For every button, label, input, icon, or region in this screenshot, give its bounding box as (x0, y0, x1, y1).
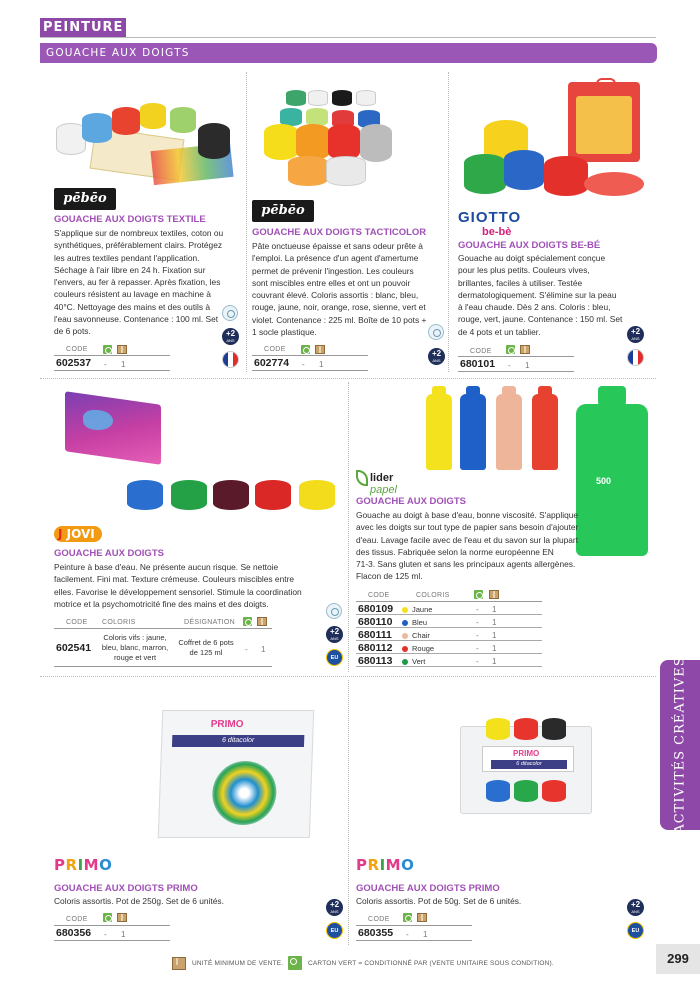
brand-logo-giotto: GIOTTO be-bè (458, 209, 522, 238)
age-badge: +2 ANS (326, 626, 343, 643)
row-divider (40, 676, 656, 677)
footer-carton-legend: CARTON VERT = CONDITIONNÉ PAR (VENTE UNITAIRE SOUS CONDITION). (308, 960, 554, 967)
france-flag-icon (627, 349, 644, 366)
product-code: 680355 (358, 927, 394, 939)
table-row: 680110 Bleu - 1 (356, 615, 542, 628)
product-description: Pâte onctueuse épaisse et sans odeur prête à l'emploi. La présence d'un agent d'amertume permet de prévenir l'ingestion. Les couleurs sont miscibles entre elles et ont un pouvoir couvrant élevé. Coloris assortis : blanc, bleu, rouge, jaune, noir, orange, rose, sienne, vert et violet. Contenance : 225 ml. Boîte de 10 pots + 1 socle plastique. (252, 241, 427, 338)
code-underline (356, 940, 472, 941)
carton-icon (117, 345, 127, 354)
table-header-rule (54, 628, 272, 629)
green-carton-icon (288, 956, 302, 970)
box-subtitle: 6 ditacolor (172, 735, 304, 747)
color-swatch (402, 620, 408, 626)
product-image-tacticolor (252, 88, 392, 198)
green-carton-icon (103, 913, 112, 922)
brand-logo-liderpapel: lider papel (356, 470, 397, 495)
brand-logo-jovi: J JOVI (54, 526, 102, 542)
code-underline (54, 370, 170, 371)
code-label: CODE (66, 346, 88, 353)
carton-icon (489, 590, 499, 599)
green-carton-icon (506, 345, 515, 354)
table-header-code: CODE (368, 592, 390, 599)
product-description: Coloris assortis. Pot de 250g. Set de 6 unités. (54, 896, 224, 906)
green-carton-icon (103, 345, 112, 354)
age-badge: +2 ANS (222, 328, 239, 345)
qty-separator: - (508, 361, 511, 370)
column-divider (348, 680, 349, 945)
box-brand: PRIMO (513, 749, 540, 758)
color-swatch (402, 646, 408, 652)
code-label: CODE (470, 348, 492, 355)
product-title: GOUACHE AUX DOIGTS TACTICOLOR (252, 227, 427, 238)
product-title: GOUACHE AUX DOIGTS BE-BÉ (458, 240, 601, 251)
carton-icon (257, 617, 267, 626)
table-row: 680111 Chair - 1 (356, 628, 542, 641)
code-label: CODE (264, 346, 286, 353)
table-header-coloris: COLORIS (102, 619, 136, 626)
product-description: Coloris assortis. Pot de 50g. Set de 6 unités. (356, 896, 522, 906)
product-code: 680356 (56, 927, 92, 939)
color-swatch (402, 659, 408, 665)
code-label: CODE (368, 916, 390, 923)
section-title: GOUACHE AUX DOIGTS (40, 43, 657, 63)
code-underline (54, 355, 170, 356)
product-code: 602774 (254, 357, 290, 369)
table-row: 680109 Jaune - 1 (356, 602, 542, 615)
product-designation: Coffret de 6 pots de 125 ml (178, 638, 234, 657)
carton-icon (417, 913, 427, 922)
qty-separator: - (406, 930, 409, 939)
min-quantity: 1 (261, 645, 266, 654)
qty-separator: - (104, 930, 107, 939)
product-code: 602537 (56, 357, 92, 369)
qty-separator: - (104, 360, 107, 369)
product-title: GOUACHE AUX DOIGTS PRIMO (54, 883, 198, 894)
product-image-primo-50 (456, 716, 596, 820)
product-code: 680101 (460, 358, 496, 370)
side-category-tab[interactable] (660, 656, 700, 834)
eco-label-icon (222, 305, 238, 321)
product-description: Peinture à base d'eau. Ne présente aucun risque. Se nettoie facilement. Fini mat. Texture crémeuse. Couleurs miscibles entre elles. Favorise le développement sensoriel. Stimule la coordination motrice et la psychomotricité fine des mains et des doigts. (54, 562, 302, 609)
product-title: GOUACHE AUX DOIGTS (54, 548, 164, 559)
france-flag-icon (222, 351, 239, 368)
bottle-label: 500 (596, 476, 612, 486)
green-carton-icon (243, 617, 252, 626)
product-image-primo-250 (158, 710, 314, 838)
eco-label-icon (428, 324, 444, 340)
age-badge: +2 ANS (627, 899, 644, 916)
carton-icon (172, 957, 186, 970)
page-number: 299 (656, 944, 700, 974)
product-title: GOUACHE AUX DOIGTS (356, 496, 466, 507)
code-underline (54, 925, 170, 926)
age-badge: +2 ANS (627, 326, 644, 343)
eu-badge: EU (627, 922, 644, 939)
carton-icon (520, 345, 530, 354)
column-divider (448, 72, 449, 372)
product-title: GOUACHE AUX DOIGTS TEXTILE (54, 214, 206, 225)
qty-separator: - (245, 645, 248, 654)
eu-badge: EU (326, 649, 343, 666)
code-underline (356, 925, 472, 926)
min-quantity: 1 (121, 360, 126, 369)
age-badge: +2 ANS (326, 899, 343, 916)
column-divider (246, 72, 247, 372)
table-header-designation: DÉSIGNATION (184, 619, 236, 626)
age-badge: +2 ANS (428, 348, 445, 365)
category-tab: PEINTURE (40, 18, 126, 38)
brand-logo-pebeo: pēbēo (54, 188, 116, 210)
min-quantity: 1 (121, 930, 126, 939)
box-subtitle: 6 ditacolor (491, 760, 567, 769)
min-quantity: 1 (525, 361, 530, 370)
color-swatch (402, 607, 408, 613)
product-description: Gouache au doigt spécialement conçue pour les plus petits. Couleurs vives, brillantes, faciles à utiliser. Testée dermatologiquement. S'élimine sur la peau à l'eau chaude. Dès 2 ans. Coloris : bleu, rouge, vert, jaune. Contenance : 150 ml. Set de 4 pots et un tablier. (458, 253, 623, 337)
min-quantity: 1 (319, 360, 324, 369)
table-bottom-rule (54, 666, 272, 667)
column-divider (348, 382, 349, 672)
qty-separator: - (302, 360, 305, 369)
side-tab-label: ACTIVITÉS CRÉATIVES (672, 656, 688, 834)
product-title: GOUACHE AUX DOIGTS PRIMO (356, 883, 500, 894)
box-brand: PRIMO (210, 719, 244, 730)
brand-logo-primo: PRIMO (54, 856, 113, 874)
brand-logo-primo: PRIMO (356, 856, 415, 874)
footer-unit-legend: UNITÉ MINIMUM DE VENTE. (192, 960, 284, 967)
product-code: 602541 (56, 642, 92, 654)
code-underline (252, 370, 368, 371)
product-image-jovi (55, 392, 340, 512)
header-divider (40, 37, 656, 38)
code-underline (458, 371, 574, 372)
code-underline (458, 356, 574, 357)
product-description: S'applique sur de nombreux textiles, coton ou synthétiques, préférablement clairs. Protégez les autres textiles pendant l'application. Séchage à l'air libre en 24 h. Fixation sur l'envers, au fer à repasser. Après fixation, les couleurs résistent au lavage en machine à 40°C. Nettoyage des mains et des outils à l'eau savonneuse. Contenance : 100 ml. Set de 6 pots. (54, 228, 224, 337)
code-label: CODE (66, 916, 88, 923)
eco-label-icon (326, 603, 342, 619)
green-carton-icon (301, 345, 310, 354)
brand-logo-pebeo: pēbēo (252, 200, 314, 222)
eu-badge: EU (326, 922, 343, 939)
row-divider (40, 378, 656, 379)
color-swatch (402, 633, 408, 639)
code-underline (54, 940, 170, 941)
table-row: 680113 Vert - 1 (356, 654, 542, 667)
carton-icon (315, 345, 325, 354)
product-description: Gouache au doigt à base d'eau, bonne viscosité. S'applique avec les doigts sur tout type de papier sans besoin d'ajouter d'eau. Lavage facile avec de l'eau et du savon sur la plupart des tissus. Fabriquée selon la norme européenne EN 71-3. Sans gluten et sans les principaux agents allergènes. Flacon de 125 ml. (356, 510, 579, 582)
carton-icon (117, 913, 127, 922)
table-row: 680112 Rouge - 1 (356, 641, 542, 654)
code-underline (252, 355, 368, 356)
green-carton-icon (474, 590, 483, 599)
green-carton-icon (403, 913, 412, 922)
product-coloris: Coloris vifs : jaune, bleu, blanc, marron, rouge et vert (101, 633, 169, 662)
min-quantity: 1 (423, 930, 428, 939)
table-header-code: CODE (66, 619, 88, 626)
product-image-textile (52, 95, 242, 187)
product-image-giotto (456, 78, 646, 203)
table-header-coloris: COLORIS (416, 592, 450, 599)
